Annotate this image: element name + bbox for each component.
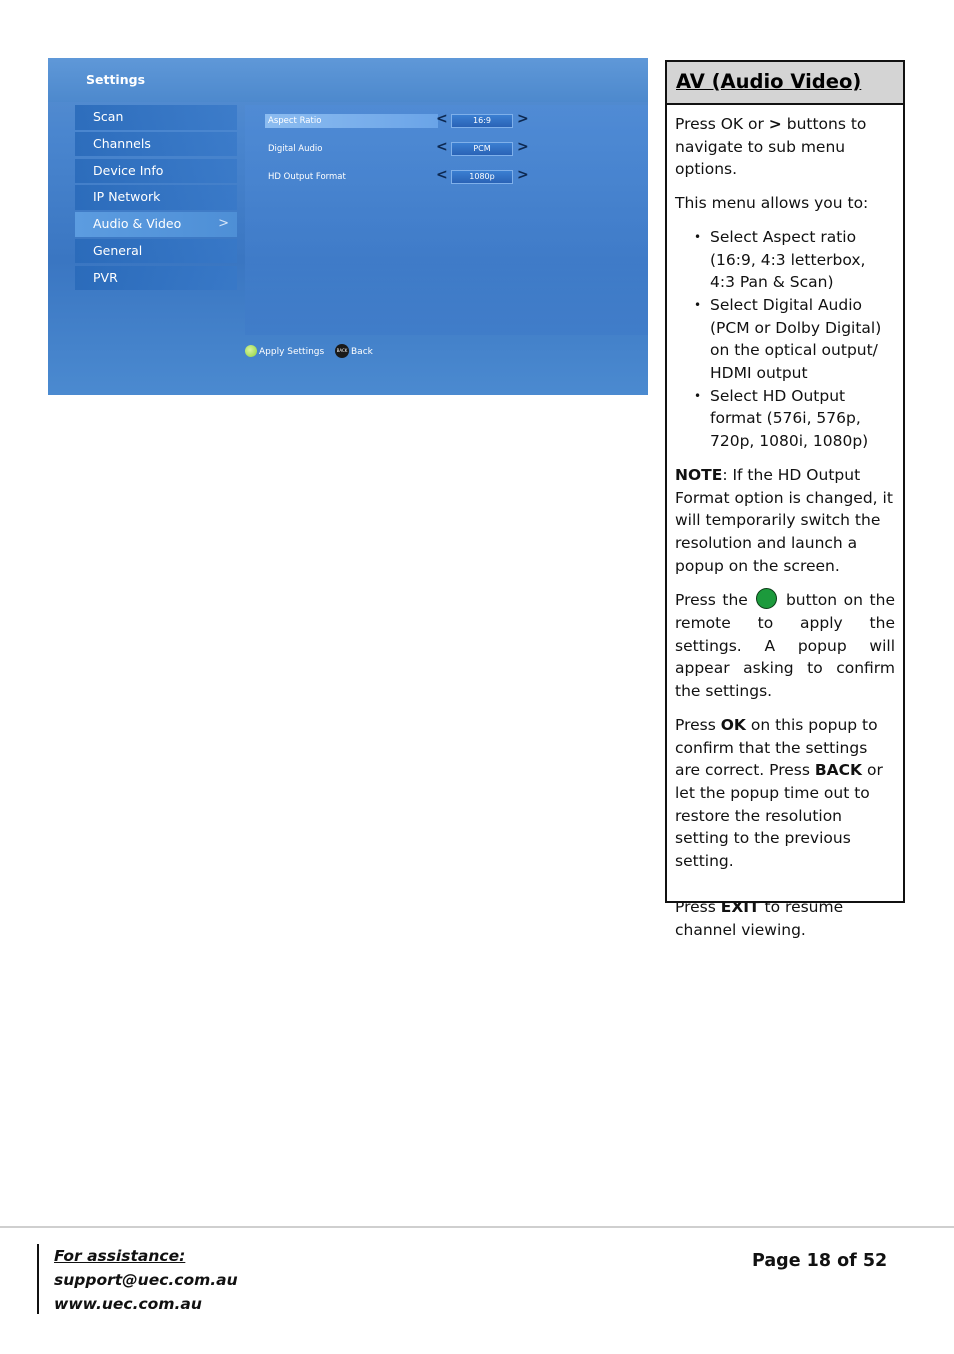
footer-accent-bar (37, 1244, 39, 1314)
menu-item-audio-video[interactable]: Audio & Video > (75, 212, 237, 237)
menu-item-general[interactable]: General (75, 239, 237, 264)
note-paragraph: NOTE: If the HD Output Format option is changed, it will temporarily switch the resolution and launch a popup on the screen. (675, 465, 893, 575)
settings-screenshot (48, 58, 648, 395)
settings-menu (75, 105, 237, 293)
spacer (675, 884, 895, 896)
assistance-label: For assistance: (54, 1247, 186, 1265)
green-button-icon (756, 588, 777, 609)
settings-footer (245, 344, 545, 360)
chevron-right-icon[interactable]: > (517, 111, 529, 127)
menu-item-device-info[interactable]: Device Info (75, 159, 237, 184)
support-email[interactable]: support@uec.com.au (54, 1271, 238, 1289)
list-item: • Select HD Output format (576i, 576p, 720p, 1080i, 1080p) (675, 385, 895, 453)
page-number: Page 18 of 52 (752, 1251, 888, 1271)
menu-item-ip-network[interactable]: IP Network (75, 185, 237, 210)
assistance-block (54, 1244, 238, 1316)
setting-value[interactable]: 16:9 (451, 114, 513, 128)
back-label: Back (351, 347, 373, 357)
setting-value[interactable]: 1080p (451, 170, 513, 184)
box-title: AV (Audio Video) (676, 70, 862, 93)
menu-allows-paragraph: This menu allows you to: (675, 194, 869, 213)
website-link[interactable]: www.uec.com.au (54, 1295, 202, 1313)
av-info-box (665, 60, 905, 939)
green-button-icon[interactable] (245, 345, 257, 357)
setting-row-digital-audio[interactable] (265, 139, 645, 156)
settings-title: Settings (86, 72, 146, 87)
chevron-right-icon: > (218, 216, 229, 232)
menu-item-channels[interactable]: Channels (75, 132, 237, 157)
setting-label: Digital Audio (268, 144, 323, 154)
intro-paragraph: Press OK or > buttons to navigate to sub menu options. (675, 115, 867, 179)
setting-row-aspect-ratio[interactable] (265, 111, 645, 128)
setting-label: Aspect Ratio (265, 114, 438, 128)
footer-divider (0, 1226, 954, 1228)
press-exit-paragraph: Press EXIT to resume channel viewing. (675, 897, 844, 939)
list-item: • Select Digital Audio (PCM or Dolby Digital) on the optical output/ HDMI output (675, 294, 895, 385)
menu-item-scan[interactable]: Scan (75, 105, 237, 130)
settings-panel (245, 105, 648, 335)
chevron-left-icon[interactable]: < (436, 111, 448, 127)
menu-item-pvr[interactable]: PVR (75, 266, 237, 291)
list-item: • Select Aspect ratio (16:9, 4:3 letterbox, 4:3 Pan & Scan) (675, 226, 895, 294)
chevron-right-icon[interactable]: > (517, 139, 529, 155)
back-button-icon[interactable]: BACK (335, 344, 349, 358)
box-body (667, 105, 903, 941)
box-header (667, 62, 903, 105)
chevron-right-icon[interactable]: > (517, 167, 529, 183)
chevron-left-icon[interactable]: < (436, 139, 448, 155)
setting-value[interactable]: PCM (451, 142, 513, 156)
press-ok-paragraph: Press OK on this popup to confirm that the settings are correct. Press BACK or let the popup time out to restore the resolution setting to the previous setting. (675, 715, 883, 871)
setting-row-hd-output-format[interactable] (265, 167, 645, 184)
apply-settings-label: Apply Settings (259, 347, 325, 357)
green-button-paragraph: Press the button on the remote to apply the settings. A popup will appear asking to confirm the settings. (675, 588, 895, 703)
feature-list (675, 226, 895, 453)
chevron-left-icon[interactable]: < (436, 167, 448, 183)
setting-label: HD Output Format (268, 172, 346, 182)
